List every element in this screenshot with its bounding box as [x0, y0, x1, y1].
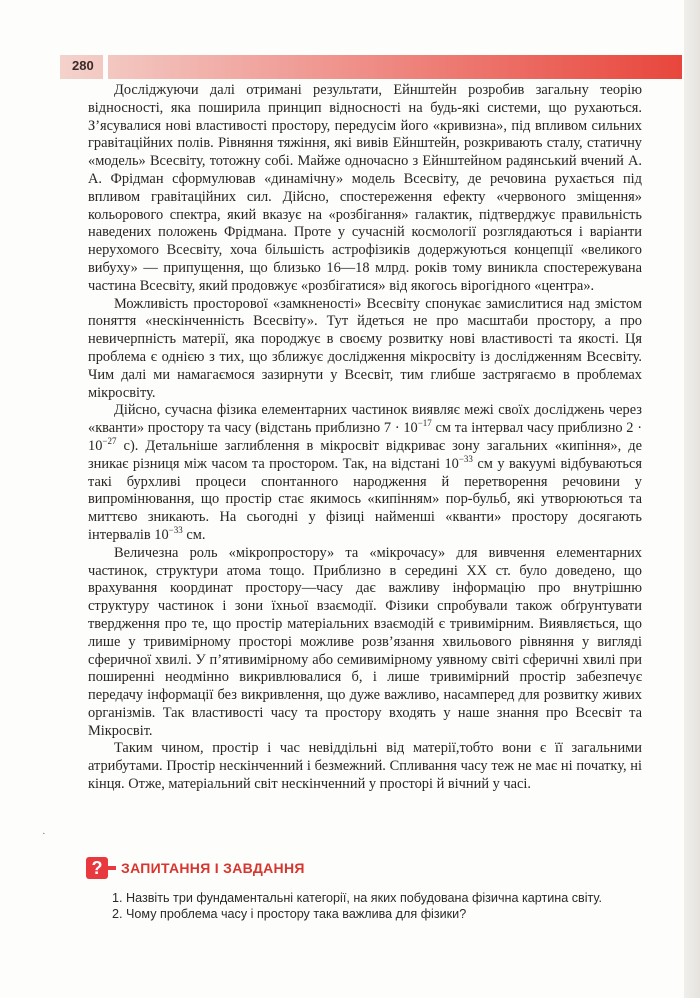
paragraph-quanta — [88, 402, 642, 544]
text-run: см. — [182, 526, 206, 543]
header-bar — [60, 55, 682, 79]
text-run: с). Детальніше заглиблення в мікросвіт відкриває зону загальних «кипіння», де зникає різниця між часом та простором. Так, на відстані 10 — [88, 437, 642, 472]
header-divider — [103, 55, 108, 79]
exponent: −33 — [458, 453, 473, 464]
exponent: −33 — [168, 524, 183, 535]
text-run: см та інтервал часу приблизно 2 · 10 — [88, 420, 642, 454]
question-icon: ? — [86, 857, 108, 879]
text-run: см у вакуумі відбуваються такі бурхливі процеси спонтанного народження й перетворення речовини у випромінювання, що простір стає якимось «кипінням» пор-бульб, які утворюються та миттєво зникають. На сьогодні у фізиці найменші «кванти» простору досягають інтервалів 10 — [88, 455, 642, 543]
text-run: Дійсно, сучасна фізика елементарних частинок виявляє межі своїх досліджень через «кванти» простору та часу (відстань приблизно 7 · 10 — [88, 402, 642, 437]
page-number: 280 — [72, 58, 94, 73]
section-title: ЗАПИТАННЯ І ЗАВДАННЯ — [121, 860, 305, 876]
question-icon-arrow — [106, 866, 116, 870]
question-item: 1. Назвіть три фундаментальні категорії, на яких побудована фізична картина світу. — [112, 891, 602, 905]
questions-list — [112, 890, 652, 922]
paragraph: Можливість просторової «замкненості» Всесвіту спонукає замислитися над змістом поняття «нескінченність Всесвіту». Тут йдеться не про масштаби простору, а про невичерпність матерії, яка породжує в своєму розвитку нові властивості та якості. Ця проблема є однією з тих, що зближує дослідження мікросвіту із дослідженням Всесвіту. Чим далі ми намагаємося зазирнути у Всесвіт, тим глибше застрягаємо в проблемах мікросвіту. — [88, 295, 642, 401]
exponent: −17 — [417, 418, 432, 429]
margin-dot: · — [42, 828, 46, 840]
paragraph: Досліджуючи далі отримані результати, Ейнштейн розробив загальну теорію відносності, яка поширила принцип відносності на будь-які системи, що рухаються. З’ясувалися нові властивості простору, передусім його «кривизна», під впливом сильних гравітаційних полів. Рівняння тяжіння, які вивів Ейнштейн, розкривають сталу, статичну «модель» Всесвіту, тотожну собі. Майже одночасно з Ейнштейном радянський вчений А. А. Фрідман сформулював «динамічну» модель Всесвіту, де речовина рухається під впливом гравітаційних сил. Дійсно, спостереження ефекту «червоного зміщення» кольорового спектра, який вказує на «розбігання» галактик, підтверджує правильність наведених положень Фрідмана. Проте у сучасній космології розглядаються і варіанти нерухомого Всесвіту, хоча більшість астрофізиків додержуються концепції «великого вибуху» — припущення, що близько 16—18 млрд. років тому виникла спостережувана частина Всесвіту, який продовжує «розбігатися» від якогось вірогідного «центра». — [88, 82, 642, 294]
paragraph: Таким чином, простір і час невіддільні від матерії,тобто вони є її загальними атрибутами. Простір нескінченний і безмежний. Спливання часу теж не має ні початку, ні кінця. Отже, матеріальний світ нескінченний у просторі й вічний у часі. — [88, 740, 642, 793]
body-text — [88, 82, 642, 794]
question-item: 2. Чому проблема часу і простору така важлива для фізики? — [112, 907, 467, 921]
page-edge — [684, 0, 700, 998]
paragraph: Величезна роль «мікропростору» та «мікрочасу» для вивчення елементарних частинок, структури атома тощо. Приблизно в середині XX ст. було доведено, що врахування координат простору—часу дає важливу інформацію про внутрішню структуру частинок і зони їхньої взаємодії. Фізики спробували також обґрунтувати твердження про те, що простір матеріальних взаємодій є тривимірним. Виявляється, що лише у тривимірному просторі можливе розв’язання хвильового рівняння у вигляді сферичної хвилі. У п’ятивимірному або семивимірному уявному світі сферичні хвилі при поширенні неодмінно викривлювалися б, і лише тривимірний простір забезпечує передачу інформації без викривлення, що дуже важливо, насамперед для розвитку живих організмів. Так властивості часу та простору входять у наше знання про Всесвіт та Мікросвіт. — [88, 544, 642, 739]
exponent: −27 — [102, 435, 117, 446]
